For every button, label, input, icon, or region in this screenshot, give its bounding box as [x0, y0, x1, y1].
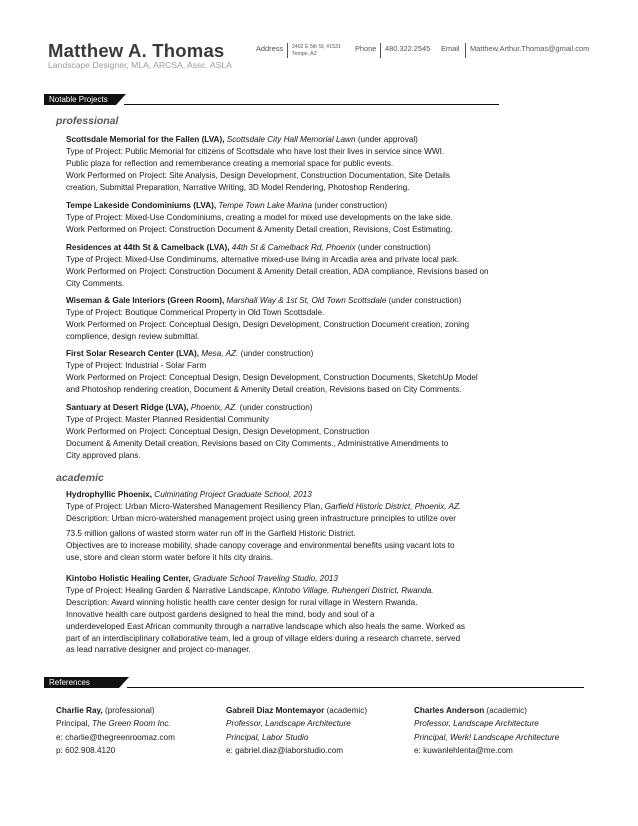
- description-text: Award winning holistic health care center design for rural village in Western Rwanda.: [111, 597, 418, 607]
- project-line: Document & Amenity Detail creation, Revisions based on City Comments., Administrative Amendments to: [66, 438, 449, 448]
- reference-role-line: [56, 717, 175, 730]
- project-location: 44th St & Camelback Rd, Phoenix: [231, 243, 356, 252]
- project-location: Marshall Way & 1st St, Old Town Scottsdale: [226, 296, 387, 305]
- project-line: Work Performed on Project: Conceptual Design, Design Development, Construction Documents, SketchUp Model: [66, 372, 478, 382]
- project-title: Residences at 44th St & Camelback (LVA),: [66, 243, 230, 252]
- reference-role: Professor, Landscape Architecture: [226, 719, 351, 729]
- project-status: (under approval): [357, 135, 418, 144]
- project-first-solar: [66, 348, 546, 396]
- reference-name-line: [414, 704, 559, 717]
- reference-name: Gabreil Diaz Montemayor: [226, 706, 325, 715]
- address-divider: [287, 43, 288, 58]
- description-label: Description:: [66, 513, 110, 523]
- project-line: Work Performed on Project: Construction Document & Amenity Detail creation, ADA compliance, Revisions based on: [66, 266, 489, 276]
- project-title: Scottsdale Memorial for the Fallen (LVA),: [66, 135, 225, 144]
- project-residences-44th: [66, 242, 546, 290]
- project-line: complience, design review submittal.: [66, 331, 200, 341]
- description-line: 73.5 million gallons of wasted storm water run off in the Garfield Historic District.: [66, 528, 356, 538]
- description-line: underdeveloped East African community through a narrative landscape which also heals the same. Worked as: [66, 621, 465, 631]
- reference-org: Principal, Labor Studio: [226, 732, 309, 742]
- project-line: Work Performed on Project: Conceptual Design, Design Development, Construction: [66, 426, 370, 436]
- reference-charlie-ray: [56, 704, 175, 757]
- notable-projects-label: Notable Projects: [44, 94, 116, 105]
- address-label: Address: [256, 44, 284, 53]
- project-description: [66, 597, 546, 609]
- notable-projects-rule: [124, 104, 499, 105]
- reference-tag: (professional): [105, 706, 155, 715]
- reference-tag: (academic): [486, 706, 527, 715]
- project-location: Scottsdale City Hall Memorial Lawn: [226, 135, 356, 144]
- address-value: [292, 44, 341, 58]
- project-status: (under construction): [239, 403, 313, 412]
- project-location: Graduate School Traveling Studio, 2013: [192, 574, 338, 583]
- professional-heading: professional: [56, 115, 119, 127]
- description-line: Innovative health care outpost gardens designed to heal the mind, body and soul of a: [66, 609, 375, 619]
- project-description: [66, 513, 546, 525]
- project-title: Kintobo Holistic Healing Center,: [66, 574, 191, 583]
- project-line: Work Performed on Project: Conceptual Design, Design Development, Construction Document creation, zoning: [66, 319, 470, 329]
- project-tempe-lakeside: [66, 200, 546, 236]
- references-label: References: [44, 677, 119, 688]
- email-label: Email: [441, 44, 460, 53]
- project-hydrophyllic-phoenix: [66, 489, 546, 563]
- project-status: (under construction): [314, 201, 388, 210]
- project-line: creation, Submittal Preparation, Narrative Writing, 3D Model Rendering, Photoshop Rendering.: [66, 182, 410, 192]
- address-line-1: 2402 E 5th St, #1531: [292, 44, 341, 50]
- reference-email[interactable]: e: kuwanlehlenta@me.com: [414, 745, 513, 755]
- project-type-text: Type of Project: Urban Micro-Watershed Management Resiliency Plan,: [66, 501, 323, 511]
- email-divider: [465, 43, 466, 58]
- project-heading: [66, 573, 546, 585]
- description-line: Objectives are to increase mobility, shade canopy coverage and environmental benefits using vacant lots to: [66, 540, 455, 550]
- project-title: Tempe Lakeside Condominiums (LVA),: [66, 201, 217, 210]
- reference-email[interactable]: e: charlie@thegreenroomaz.com: [56, 732, 175, 742]
- project-line: Type of Project: Industrial - Solar Farm: [66, 360, 207, 370]
- project-type-location: Kintobo Village, Ruhengeri District, Rwanda.: [272, 585, 434, 595]
- project-status: (under construction): [388, 296, 462, 305]
- phone-value: 480.322.2545: [385, 44, 431, 53]
- project-type: [66, 501, 546, 513]
- project-line: Type of Project: Public Memorial for citizens of Scottsdale who have lost their lives in service since WWI.: [66, 146, 445, 156]
- reference-role: Professor, Landscape Architecture: [414, 719, 539, 729]
- description-line: as lead narrative designer and project co-manager.: [66, 645, 251, 655]
- reference-name-line: [226, 704, 367, 717]
- reference-tag: (academic): [326, 706, 368, 715]
- description-label: Description:: [66, 597, 110, 607]
- reference-name: Charles Anderson: [414, 706, 485, 715]
- project-heading: [66, 134, 546, 146]
- academic-heading: academic: [56, 472, 104, 484]
- address-line-2: Tempe, AZ: [292, 51, 317, 58]
- reference-email[interactable]: e: gabriel.diaz@laborstudio.com: [226, 745, 344, 755]
- project-line: City approved plans.: [66, 450, 141, 460]
- project-title: Hydrophyllic Phoenix,: [66, 490, 152, 499]
- project-line: Work Performed on Project: Construction Document & Amenity Detail creation, Revisions, Cost Estimating.: [66, 224, 453, 234]
- description-line: use, store and clean storm water before it hits city drains.: [66, 552, 274, 562]
- project-heading: [66, 489, 546, 501]
- project-heading: [66, 348, 546, 360]
- project-status: (under construction): [240, 349, 314, 358]
- description-text: Urban micro-watershed management project using green infrastructure principles to utilize over: [111, 513, 457, 523]
- resume-name: Matthew A. Thomas: [48, 40, 225, 61]
- project-status: (under construction): [357, 243, 431, 252]
- project-title: Wiseman & Gale Interiors (Green Room),: [66, 296, 225, 305]
- project-line: and Photoshop rendering creation, Document & Amenity Detail creation, Revisions based on City Comments.: [66, 384, 462, 394]
- project-line: Type of Project: Mixed-Use Condominiums, creating a model for mixed use developments on the lake side.: [66, 212, 453, 222]
- project-heading: [66, 295, 546, 307]
- reference-role: Principal,: [56, 719, 90, 729]
- project-kintobo-healing-center: [66, 573, 546, 656]
- project-line: Work Performed on Project: Site Analysis, Design Development, Construction Documentation, Site Details: [66, 170, 450, 180]
- project-line: Public plaza for reflection and rememberance creating a memorial space for public events.: [66, 158, 394, 168]
- project-location: Tempe Town Lake Marina: [218, 201, 313, 210]
- project-location: Mesa, AZ.: [201, 349, 239, 358]
- project-heading: [66, 200, 546, 212]
- notable-projects-bar: [44, 94, 499, 105]
- project-type: [66, 585, 546, 597]
- project-scottsdale-memorial: [66, 134, 546, 194]
- project-line: Type of Project: Mixed-Use Condiminums, alternative mixed-use living in Arcadia area and private local park.: [66, 254, 460, 264]
- reference-name: Charlie Ray,: [56, 706, 103, 715]
- reference-org: Principal, Werk! Landscape Architecture: [414, 732, 560, 742]
- reference-name-line: [56, 704, 175, 717]
- project-santuary-desert-ridge: [66, 402, 546, 462]
- project-type-text: Type of Project: Healing Garden & Narrative Landscape,: [66, 585, 271, 595]
- reference-charles-anderson: [414, 704, 559, 757]
- phone-label: Phone: [355, 44, 377, 53]
- reference-phone: p: 602.908.4120: [56, 745, 116, 755]
- project-location: Culminating Project Graduate School, 2013: [154, 490, 312, 499]
- project-heading: [66, 242, 546, 254]
- project-line: Type of Project: Boutique Commerical Property in Old Town Scottsdale.: [66, 307, 325, 317]
- phone-divider: [380, 43, 381, 58]
- resume-title: Landscape Designer, MLA, ARCSA, Assc. ASLA: [48, 60, 232, 70]
- project-heading: [66, 402, 546, 414]
- project-line: City Comments.: [66, 278, 125, 288]
- project-title: First Solar Research Center (LVA),: [66, 349, 200, 358]
- references-bar: [44, 677, 584, 688]
- reference-org: The Green Room Inc.: [91, 719, 171, 729]
- reference-gabreil-diaz: [226, 704, 367, 757]
- project-type-location: Garfield Historic District, Phoenix, AZ.: [324, 501, 462, 511]
- project-location: Phoenix, AZ.: [190, 403, 238, 412]
- project-wiseman-gale: [66, 295, 546, 343]
- email-value[interactable]: Matthew.Arthur.Thomas@gmail.com: [470, 44, 590, 53]
- project-title: Santuary at Desert Ridge (LVA),: [66, 403, 189, 412]
- description-line: part of an interdisciplinary collaborative team, led a group of village elders during a research charrete, served: [66, 633, 461, 643]
- references-rule: [127, 687, 584, 688]
- project-line: Type of Project: Master Planned Residential Community: [66, 414, 269, 424]
